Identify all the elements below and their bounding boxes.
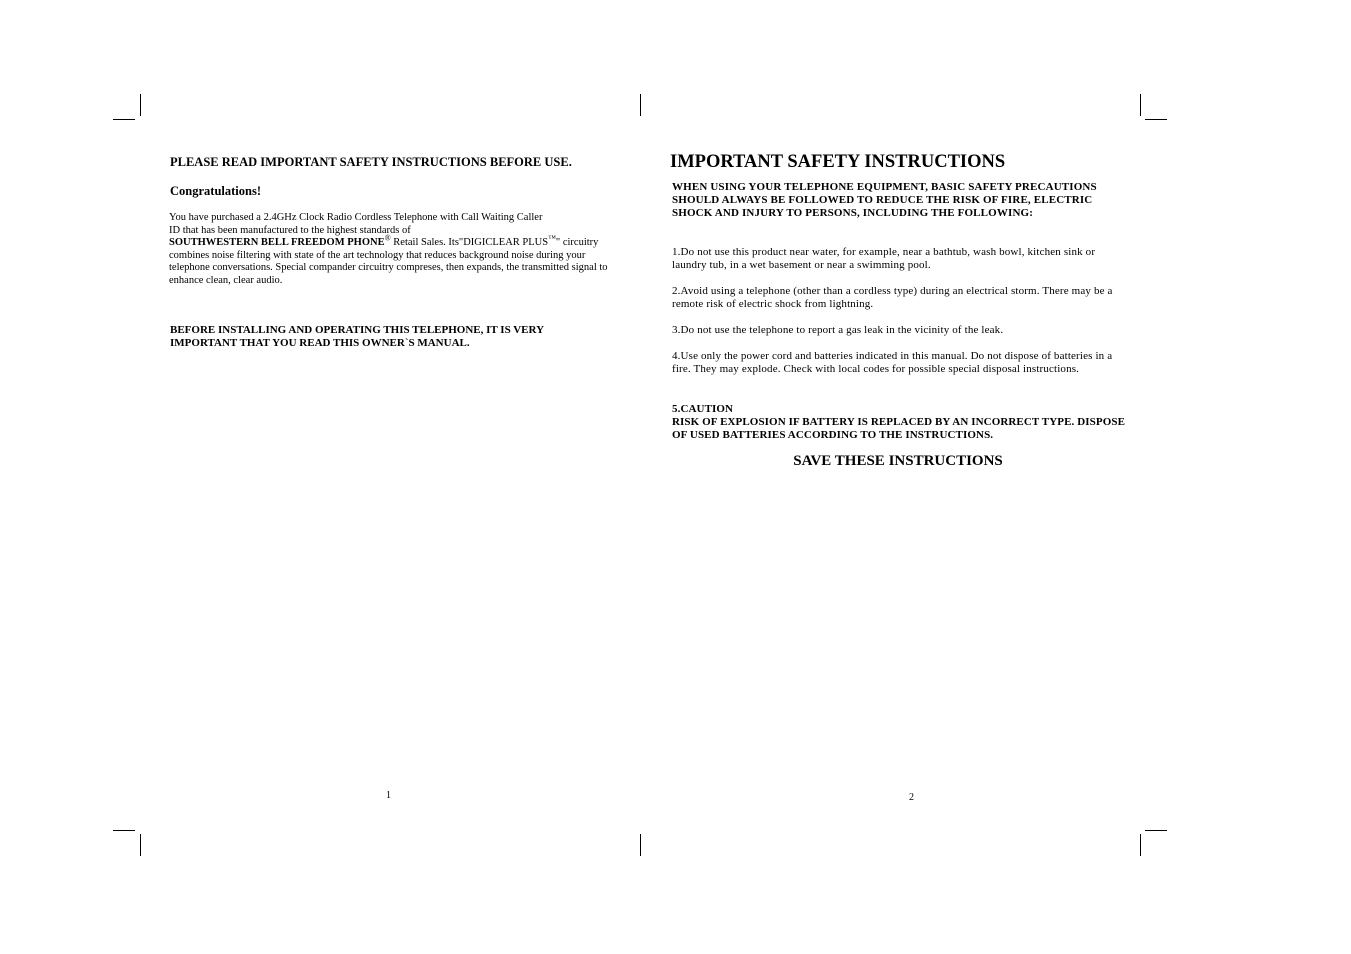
intro-paragraph bbox=[169, 212, 609, 287]
intro-line-2: ID that has been manufactured to the highest standards of bbox=[169, 224, 411, 236]
crop-mark bbox=[1140, 834, 1141, 856]
crop-mark bbox=[140, 834, 141, 856]
registered-mark: ® bbox=[384, 233, 391, 243]
intro-body-rest: " circuitry combines noise filtering with state of the art technology that reduces background noise during your telephone conversations. Special compander circuitry compreses, then expands, the transmitted signal to enhance clean, clear audio. bbox=[169, 237, 608, 286]
safety-item-1: 1.Do not use this product near water, for example, near a bathtub, wash bowl, kitchen sink or laundry tub, in a wet basement or near a swimming pool. bbox=[672, 246, 1096, 271]
crop-mark bbox=[1140, 94, 1141, 116]
crop-mark bbox=[1145, 830, 1167, 831]
congratulations-heading: Congratulations! bbox=[170, 184, 261, 198]
caution-label: 5.CAUTION bbox=[672, 403, 734, 415]
intro-rest bbox=[169, 233, 609, 287]
brand-name: SOUTHWESTERN BELL FREEDOM PHONE bbox=[169, 237, 385, 248]
safety-item-3: 3.Do not use the telephone to report a gas leak in the vicinity of the leak. bbox=[672, 324, 1004, 336]
crop-mark bbox=[113, 830, 135, 831]
crop-mark bbox=[1145, 119, 1167, 120]
safety-intro: WHEN USING YOUR TELEPHONE EQUIPMENT, BASIC SAFETY PRECAUTIONS SHOULD ALWAYS BE FOLLOWED TO REDUCE THE RISK OF FIRE, ELECTRIC SHOCK AND INJURY TO PERSONS, INCLUDING THE FOLLOWING: bbox=[672, 181, 1097, 219]
crop-mark bbox=[113, 119, 135, 120]
safety-item-4: 4.Use only the power cord and batteries indicated in this manual. Do not dispose of batteries in a fire. They may explode. Check with local codes for possible special disposal instructions. bbox=[672, 350, 1113, 375]
crop-mark bbox=[140, 94, 141, 116]
crop-mark bbox=[640, 94, 641, 116]
save-instructions: SAVE THESE INSTRUCTIONS bbox=[793, 453, 1003, 469]
intro-after-brand: Retail Sales. Its"DIGICLEAR PLUS bbox=[390, 237, 549, 248]
trademark-mark: ™ bbox=[548, 233, 556, 243]
caution-text: RISK OF EXPLOSION IF BATTERY IS REPLACED BY AN INCORRECT TYPE. DISPOSE OF USED BATTERIES ACCORDING TO THE INSTRUCTIONS. bbox=[672, 416, 1126, 441]
page-number-2: 2 bbox=[909, 792, 914, 803]
before-installing-notice: BEFORE INSTALLING AND OPERATING THIS TELEPHONE, IT IS VERY IMPORTANT THAT YOU READ THIS OWNER`S MANUAL. bbox=[170, 324, 544, 349]
safety-item-2: 2.Avoid using a telephone (other than a cordless type) during an electrical storm. There may be a remote risk of electric shock from lightning. bbox=[672, 285, 1113, 310]
crop-mark bbox=[640, 834, 641, 856]
safety-title: IMPORTANT SAFETY INSTRUCTIONS bbox=[670, 152, 1006, 172]
intro-line-1: You have purchased a 2.4GHz Clock Radio Cordless Telephone with Call Waiting Caller bbox=[169, 212, 543, 223]
page-number-1: 1 bbox=[386, 790, 391, 801]
caution-block bbox=[672, 403, 1132, 442]
left-page-heading: PLEASE READ IMPORTANT SAFETY INSTRUCTIONS BEFORE USE. bbox=[170, 155, 572, 169]
